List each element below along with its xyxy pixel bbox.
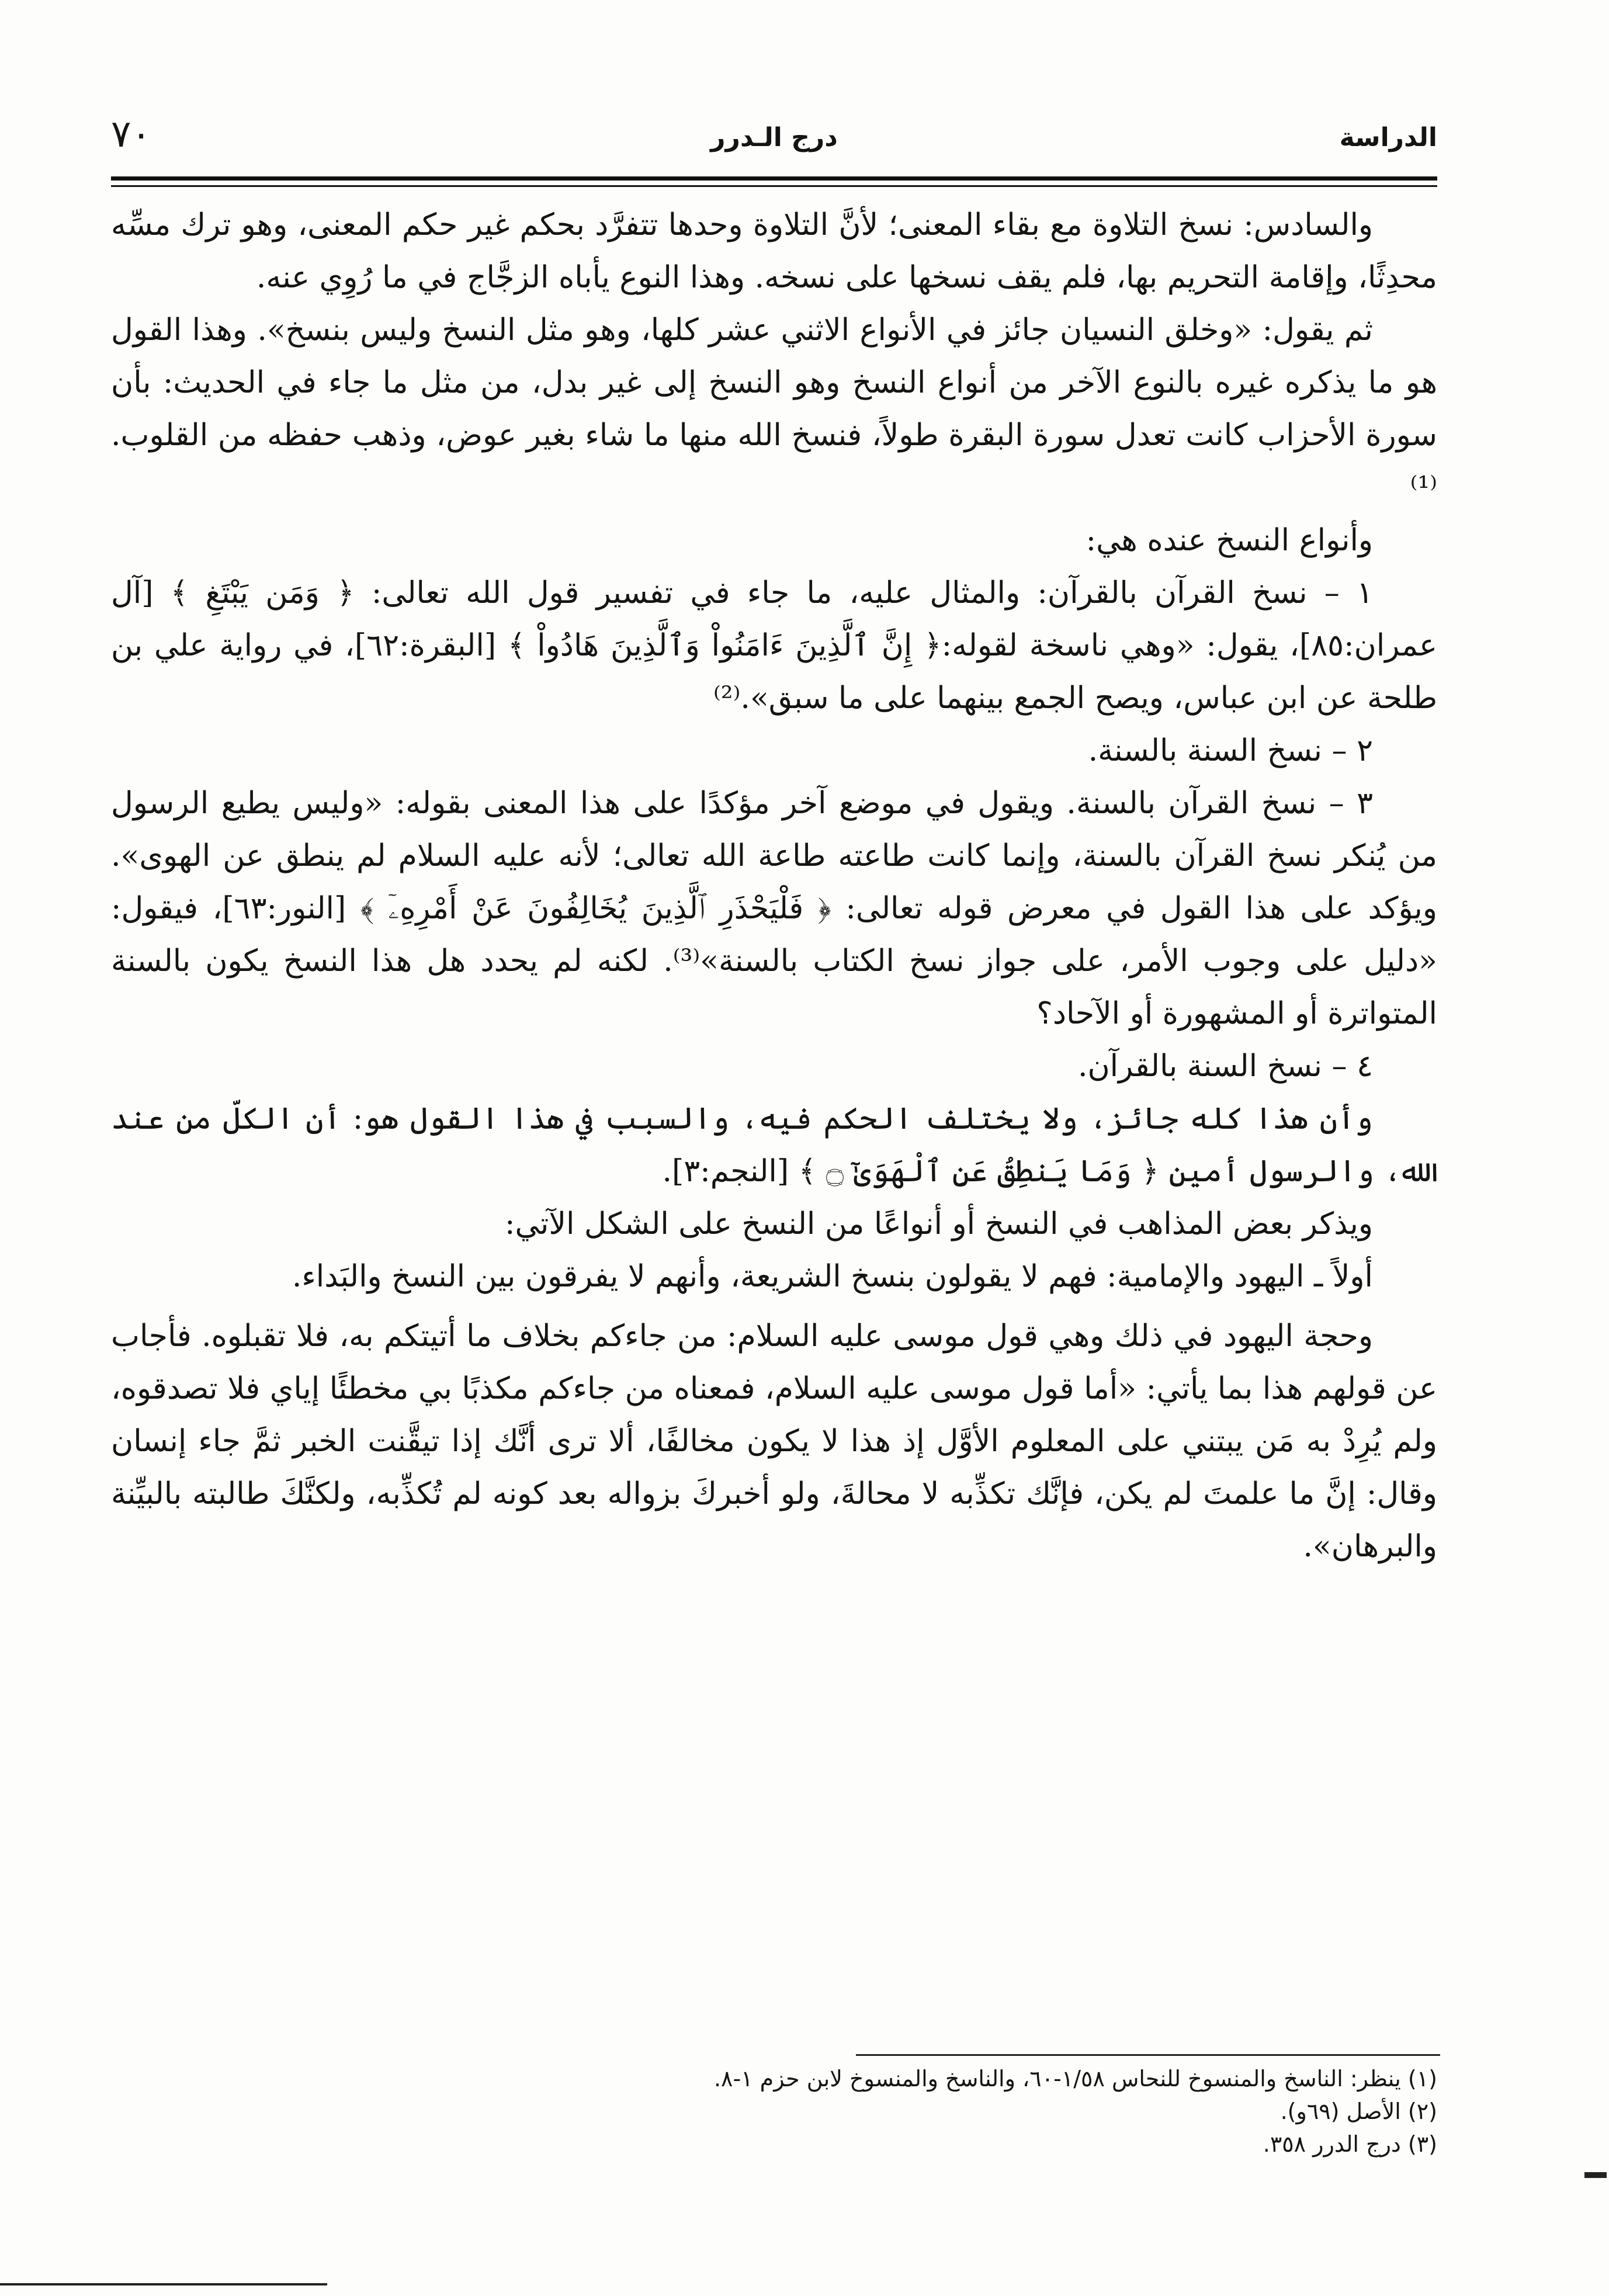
list-item-2: ٢ – نسخ السنة بالسنة.	[1088, 733, 1373, 768]
paragraph-sixth-type: والسادس: نسخ التلاوة مع بقاء المعنى؛ لأنَّ التلاوة وحدها تتفرَّد بحكم غير حكم المعنى، وهو ترك مسِّه محدِثًا، وإقامة التحريم بها، فلم يقف نسخها على نسخه. وهذا النوع يأباه الزجَّاج في ما رُوِي عنه.	[111, 207, 1437, 295]
header-rule-thick	[111, 176, 1437, 181]
section-title: الدراسة	[1339, 123, 1437, 152]
book-title: درج الـدرر	[710, 123, 838, 152]
list-item-4: ٤ – نسخ السنة بالقرآن.	[1077, 1049, 1373, 1084]
paragraph-jews-argument: وحجة اليهود في ذلك وهي قول موسى عليه السلام: من جاءكم بخلاف ما أتيتكم به، فلا تقبلوه. فأجاب عن قولهم هذا بما يأتي: «أما قول موسى عليه السلام، فمعناه من جاءكم مكذبًا بي مخطئًا إياي فلا تصدقوه، ولم يُرِدْ به مَن يبتني على المعلوم الأوَّل إذ هذا لا يكون مخالفًا، ألا ترى أنَّك إذا تيقَّنت الخبر ثمَّ جاء إنسان وقال: إنَّ ما علمتَ لم يكن، فإنَّك تكذِّبه لا محالةَ، ولو أخبركَ بزواله بعد كونه لم تُكذِّبه، ولكنَّكَ طالبته بالبيِّنة والبرهان».	[111, 1319, 1437, 1564]
paragraph-schools-intro: ويذكر بعض المذاهب في النسخ أو أنواعًا من النسخ على الشكل الآتي:	[505, 1206, 1373, 1241]
list-item-3: ٣ – نسخ القرآن بالسنة. ويقول في موضع آخر مؤكدًا على هذا المعنى بقوله: «وليس يطيع الرسول من يُنكر نسخ القرآن بالسنة، وإنما كانت طاعته طاعة الله تعالى؛ لأنه عليه السلام لم ينطق عن الهوى». ويؤكد على هذا القول في معرض قوله تعالى: ﴿ فَلْيَحْذَرِ ٱلَّذِينَ يُخَالِفُونَ عَنْ أَمْرِهِۦٓ ﴾ [النور:٦٣]، فيقول: «دليل على وجوب الأمر، على جواز نسخ الكتاب بالسنة»⁽³⁾. لكنه لم يحدد هل هذا النسخ يكون بالسنة المتواترة أو المشهورة أو الآحاد؟	[111, 786, 1437, 1031]
page-number: ٧٠	[111, 113, 151, 156]
scan-bottom-line	[0, 2283, 327, 2285]
page-header	[111, 110, 1437, 174]
list-item-1: ١ – نسخ القرآن بالقرآن: والمثال عليه، ما جاء في تفسير قول الله تعالى: ﴿ وَمَن يَبْتَغِ ﴾ [آل عمران:٨٥]، يقول: «وهي ناسخة لقوله:﴿ إِنَّ ٱلَّذِينَ ءَامَنُواْ وَٱلَّذِينَ هَادُواْ ﴾ [البقرة:٦٢]، في رواية علي بن طلحة عن ابن عباس، ويصح الجمع بينهما على ما سبق».⁽²⁾	[111, 575, 1437, 716]
paragraph-types-intro: وأنواع النسخ عنده هي:	[1086, 523, 1373, 558]
footnote-2: (٢) الأصل (٦٩و).	[1280, 2099, 1437, 2124]
footnotes	[111, 2062, 1437, 2160]
footnote-separator	[856, 2054, 1440, 2056]
footnote-3: (٣) درج الدرر ٣٥٨.	[1263, 2131, 1437, 2157]
header-rule-thin	[111, 185, 1437, 187]
scan-edge-mark	[1584, 2172, 1607, 2178]
paragraph-forgetting: ثم يقول: «وخلق النسيان جائز في الأنواع الاثني عشر كلها، وهو مثل النسخ وليس بنسخ». وهذا القول هو ما يذكره غيره بالنوع الآخر من أنواع النسخ وهو النسخ إلى غير بدل، من مثل ما جاء في الحديث: بأن سورة الأحزاب كانت تعدل سورة البقرة طولاً، فنسخ الله منها ما شاء بغير عوض، وذهب حفظه من القلوب.⁽¹⁾	[111, 313, 1437, 505]
paragraph-all-permissible: وأن هذا كله جائز، ولا يختلف الحكم فيه، والسبب في هذا القول هو: أن الكلّ من عند الله، والرسول أمين ﴿ وَمَا يَنطِقُ عَنِ ٱلْهَوَىٰٓ ۝ ﴾ [النجم:٣].	[111, 1101, 1437, 1189]
footnote-1: (١) ينظر: الناسخ والمنسوخ للنحاس ١/٥٨-٦٠، والناسخ والمنسوخ لابن حزم ١-٨.	[713, 2066, 1437, 2092]
paragraph-jews-imamiyya: أولاً ـ اليهود والإمامية: فهم لا يقولون بنسخ الشريعة، وأنهم لا يفرقون بين النسخ والبَداء.	[292, 1259, 1373, 1294]
body-text	[111, 199, 1437, 1573]
